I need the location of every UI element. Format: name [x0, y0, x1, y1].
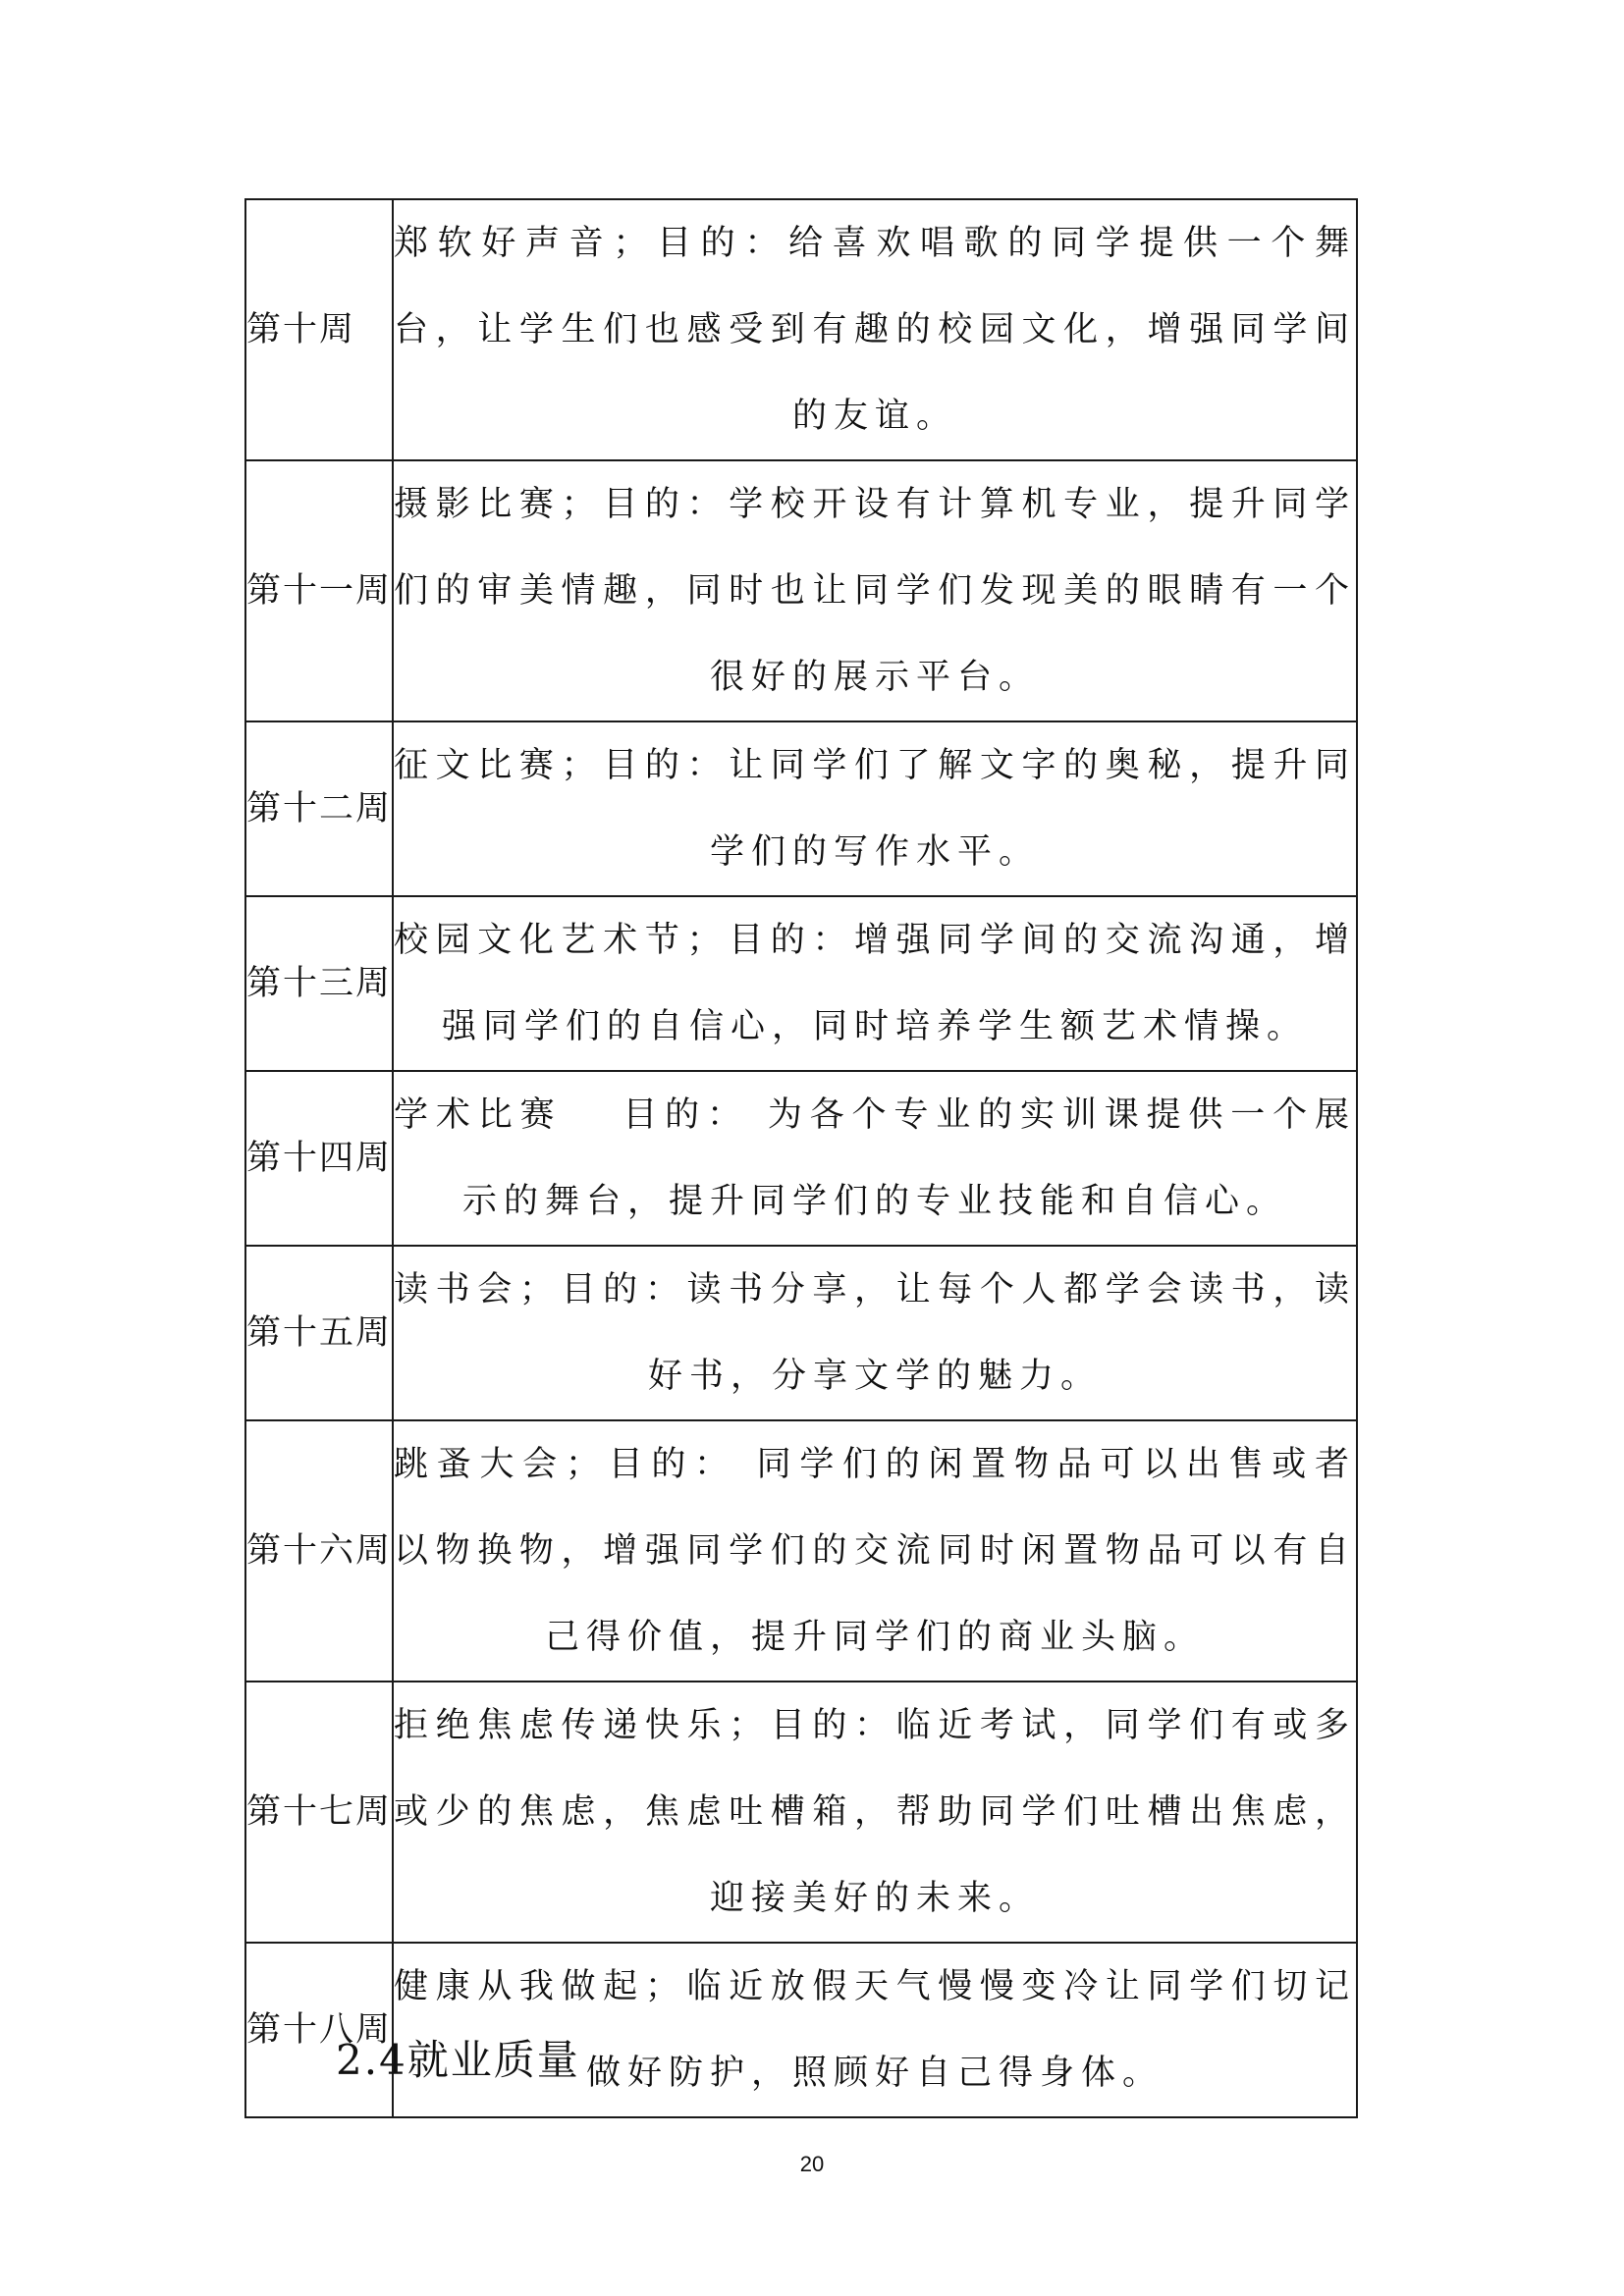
activity-cell: 郑软好声音；目的：给喜欢唱歌的同学提供一个舞台，让学生们也感受到有趣的校园文化，增强同学间的友谊。 [393, 199, 1357, 460]
week-cell: 第十八周 [245, 1943, 393, 2117]
week-cell: 第十三周 [245, 896, 393, 1071]
page-number: 20 [799, 2152, 825, 2176]
week-cell: 第十一周 [245, 460, 393, 721]
table-row [245, 199, 1357, 460]
activity-cell: 拒绝焦虑传递快乐；目的：临近考试，同学们有或多或少的焦虑，焦虑吐槽箱，帮助同学们吐槽出焦虑，迎接美好的未来。 [393, 1682, 1357, 1943]
table-row [245, 460, 1357, 721]
table-row [245, 1420, 1357, 1682]
table-row [245, 721, 1357, 896]
week-cell: 第十二周 [245, 721, 393, 896]
section-heading: 2.4就业质量 [336, 2036, 580, 2084]
table-row [245, 896, 1357, 1071]
week-cell: 第十周 [245, 199, 393, 460]
activity-cell: 健康从我做起；临近放假天气慢慢变冷让同学们切记做好防护，照顾好自己得身体。 [393, 1943, 1357, 2117]
week-cell: 第十六周 [245, 1420, 393, 1682]
activity-cell: 读书会；目的：读书分享，让每个人都学会读书，读好书，分享文学的魅力。 [393, 1246, 1357, 1420]
table-row [245, 1682, 1357, 1943]
activity-cell: 征文比赛；目的：让同学们了解文字的奥秘，提升同学们的写作水平。 [393, 721, 1357, 896]
activity-cell: 摄影比赛；目的：学校开设有计算机专业，提升同学们的审美情趣，同时也让同学们发现美的眼睛有一个很好的展示平台。 [393, 460, 1357, 721]
table-row [245, 1246, 1357, 1420]
activity-cell: 校园文化艺术节；目的：增强同学间的交流沟通，增强同学们的自信心，同时培养学生额艺术情操。 [393, 896, 1357, 1071]
week-cell: 第十五周 [245, 1246, 393, 1420]
activity-schedule-table [244, 198, 1358, 2118]
activity-cell: 学术比赛 目的： 为各个专业的实训课提供一个展示的舞台，提升同学们的专业技能和自信心。 [393, 1071, 1357, 1246]
activity-cell: 跳蚤大会；目的： 同学们的闲置物品可以出售或者以物换物，增强同学们的交流同时闲置物品可以有自己得价值，提升同学们的商业头脑。 [393, 1420, 1357, 1682]
week-cell: 第十七周 [245, 1682, 393, 1943]
table-row [245, 1071, 1357, 1246]
week-cell: 第十四周 [245, 1071, 393, 1246]
